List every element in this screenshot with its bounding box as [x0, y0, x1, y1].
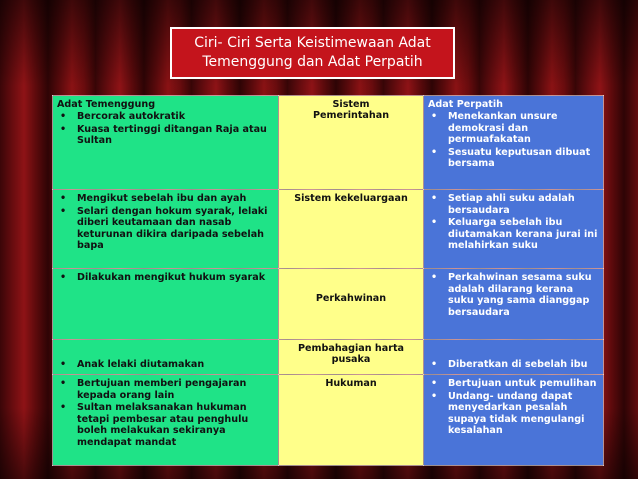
row4-category-cell	[279, 340, 424, 375]
row1-category-cell	[279, 96, 424, 190]
list-item: • Selari dengan hokum syarak, lelaki diberi keutamaan dan nasab keturunan dikira daripada sebelah bapa	[57, 206, 274, 252]
list-item: • Bertujuan untuk pemulihan	[428, 378, 599, 390]
list-item: • Bercorak autokratik	[57, 111, 274, 123]
row1-left-cell	[53, 96, 279, 190]
row3-category-cell	[279, 269, 424, 340]
list-item: • Undang- undang dapat menyedarkan pesalah supaya tidak mengulangi kesalahan	[428, 391, 599, 437]
category-label: Pembahagian harta pusaka	[297, 343, 405, 365]
row2-right-cell	[424, 190, 604, 269]
list-item: • Sesuatu keputusan dibuat bersama	[428, 147, 599, 170]
category-label: Sistem kekeluargaan	[294, 193, 408, 204]
title-line-2: Temenggung dan Adat Perpatih	[202, 54, 423, 70]
table-row	[53, 340, 604, 375]
row5-right-cell	[424, 375, 604, 466]
category-label: Hukuman	[325, 378, 377, 389]
row5-category-cell	[279, 375, 424, 466]
list-item: • Sultan melaksanakan hukuman tetapi pembesar atau penghulu boleh melakukan sekiranya mendapat mandat	[57, 402, 274, 448]
table-row	[53, 269, 604, 340]
left-header: Adat Temenggung	[57, 99, 156, 110]
table-row	[53, 190, 604, 269]
list-item: • Diberatkan di sebelah ibu	[428, 359, 599, 371]
comparison-table	[52, 95, 604, 466]
list-item: • Dilakukan mengikut hukum syarak	[57, 272, 274, 284]
list-item: • Kuasa tertinggi ditangan Raja atau Sultan	[57, 124, 274, 147]
table-row	[53, 96, 604, 190]
row2-category-cell	[279, 190, 424, 269]
table-row	[53, 375, 604, 466]
row5-left-cell	[53, 375, 279, 466]
title-line-1: Ciri- Ciri Serta Keistimewaan Adat	[194, 35, 431, 51]
list-item: • Anak lelaki diutamakan	[57, 359, 274, 371]
row4-left-cell	[53, 340, 279, 375]
category-label: Sistem Pemerintahan	[312, 99, 390, 121]
list-item: • Menekankan unsure demokrasi dan permuafakatan	[428, 111, 599, 146]
row4-right-cell	[424, 340, 604, 375]
list-item: • Setiap ahli suku adalah bersaudara	[428, 193, 599, 216]
right-header: Adat Perpatih	[428, 99, 504, 110]
list-item: • Perkahwinan sesama suku adalah dilarang kerana suku yang sama dianggap bersaudara	[428, 272, 599, 318]
category-label: Perkahwinan	[315, 293, 387, 304]
slide-title	[170, 27, 455, 79]
list-item: • Keluarga sebelah ibu diutamakan kerana jurai ini melahirkan suku	[428, 217, 599, 252]
list-item: • Bertujuan memberi pengajaran kepada orang lain	[57, 378, 274, 401]
row2-left-cell	[53, 190, 279, 269]
row3-left-cell	[53, 269, 279, 340]
row1-right-cell	[424, 96, 604, 190]
list-item: • Mengikut sebelah ibu dan ayah	[57, 193, 274, 205]
row3-right-cell	[424, 269, 604, 340]
